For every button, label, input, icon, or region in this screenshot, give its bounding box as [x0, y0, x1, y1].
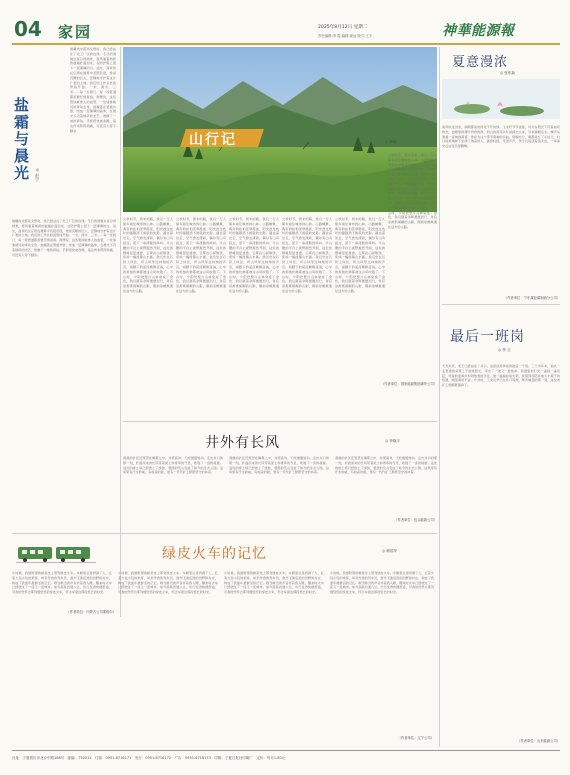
article-lanyun: [442, 308, 560, 748]
page-number: 04: [14, 17, 42, 41]
article-title: 盐霜与晨光: [12, 97, 30, 182]
article-author: ◎ 李晓宇: [385, 439, 401, 443]
article-body: 立秋时节，周末闲暇，我们一行人驱车前往城郊的山林。山路蜿蜒，两旁的松柏苍翠挺拔，阳光透过枝叶的缝隙洒下斑驳的光影。越往高处走，空气愈发清新，偶尔有山鸟掠过，留下一串清脆的鸣叫。半山腰的平台上视野豁然开朗，远处的群峰层层叠叠，云雾在山间缭绕，宛如一幅泼墨山水画。我们坐在石阶上休息，听山风穿过林梢的声音，看脚下的溪流蜿蜒流淌，心中的烦恼仿佛都被这山风吹散了。下山时，夕阳把整片山林染成了金色，我们踏着余晖缓缓而行，背后是渐渐模糊的山影，眼前是蜿蜒通往远方的山路。: [123, 217, 173, 293]
section-divider: [442, 304, 560, 305]
article-body: 立秋时节，周末闲暇，我们一行人驱车前往城郊的山林。山路蜿蜒，两旁的松柏苍翠挺拔，阳光透过枝叶的缝隙洒下斑驳的光影。越往高处走，空气愈发清新，偶尔有山鸟掠过，留下一串清脆的鸣叫。半山腰的平台上视野豁然开朗，远处的群峰层层叠叠，云雾在山间缭绕，宛如一幅泼墨山水画。我们坐在石阶上休息，听山风穿过林梢的声音，看脚下的溪流蜿蜒流淌，心中的烦恼仿佛都被这山风吹散了。下山时，夕阳把整片山林染成了金色，我们踏着余晖缓缓而行，背后是渐渐模糊的山影，眼前是蜿蜒通往远方的山路。: [229, 217, 279, 293]
article-title: 最后一班岗: [450, 329, 525, 345]
article-body: 小时候，我最盼望的就是坐上那列绿皮火车。车厢里总是挤满了人，扛着大包小包的乘客，叫卖零食的列车员，窗外飞速后退的田野和村庄，构成了我童年最鲜活的记忆。哐当哐当的声音伴着我入睡，醒来时火车已经驶过了一座又一座城市。如今高铁四通八达，出行变得快捷舒适，可我依然怀念那列慢悠悠的绿皮火车，怀念车窗边那段悠长的时光。: [224, 571, 324, 595]
article-body: 清晨的矿区还笼罩在薄雾之中，井架高耸，天轮缓缓转动。走出井口的那一刻，扑面而来的长风带着泥土和青草的气息，吹散了一身的疲惫。远处的排土场已经披上了绿装，曾经的荒山变成了如今的生态公园。这风里有汗水的咸，有收获的甜，更有一代代矿工默默坚守的执着。: [229, 456, 329, 475]
article-title: 山行记: [189, 132, 237, 148]
article-changhe: [123, 424, 437, 530]
train-icon: [16, 539, 96, 565]
article-body: 清晨的矿区还笼罩在薄雾之中，井架高耸，天轮缓缓转动。走出井口的那一刻，扑面而来的长风带着泥土和青草的气息，吹散了一身的疲惫。远处的排土场已经披上了绿装，曾经的荒山变成了如今的生态公园。这风里有汗水的咸，有收获的甜，更有一代代矿工默默坚守的执着。: [123, 456, 223, 475]
article-author: ◎ 赵宁: [35, 167, 40, 182]
article-body: 小时候，我最盼望的就是坐上那列绿皮火车。车厢里总是挤满了人，扛着大包小包的乘客，叫卖零食的列车员，窗外飞速后退的田野和村庄，构成了我童年最鲜活的记忆。哐当哐当的声音伴着我入睡，醒来时火车已经驶过了一座又一座城市。如今高铁四通八达，出行变得快捷舒适，可我依然怀念那列慢悠悠的绿皮火车，怀念车窗边那段悠长的时光。: [330, 571, 434, 595]
article-body: 立秋时节，周末闲暇，我们一行人驱车前往城郊的山林。山路蜿蜒，两旁的松柏苍翠挺拔，阳光透过枝叶的缝隙洒下斑驳的光影。越往高处走，空气愈发清新，偶尔有山鸟掠过，留下一串清脆的鸣叫。半山腰的平台上视野豁然开朗，远处的群峰层层叠叠，云雾在山间缭绕，宛如一幅泼墨山水画。我们坐在石阶上休息，听山风穿过林梢的声音，看脚下的溪流蜿蜒流淌，心中的烦恼仿佛都被这山风吹散了。下山时，夕阳把整片山林染成了金色，我们踏着余晖缓缓而行，背后是渐渐模糊的山影，眼前是蜿蜒通往远方的山路。: [388, 153, 437, 229]
article-body: 小时候，我最盼望的就是坐上那列绿皮火车。车厢里总是挤满了人，扛着大包小包的乘客，叫卖零食的列车员，窗外飞速后退的田野和村庄，构成了我童年最鲜活的记忆。哐当哐当的声音伴着我入睡，醒来时火车已经驶过了一座又一座城市。如今高铁四通八达，出行变得快捷舒适，可我依然怀念那列慢悠悠的绿皮火车，怀念车窗边那段悠长的时光。: [12, 571, 112, 595]
lotus-pond-illustration: [442, 79, 560, 119]
train-illustration: [16, 539, 96, 565]
article-body: 立秋时节，周末闲暇，我们一行人驱车前往城郊的山林。山路蜿蜒，两旁的松柏苍翠挺拔，阳光透过枝叶的缝隙洒下斑驳的光影。越往高处走，空气愈发清新，偶尔有山鸟掠过，留下一串清脆的鸣叫。半山腰的平台上视野豁然开朗，远处的群峰层层叠叠，云雾在山间缭绕，宛如一幅泼墨山水画。我们坐在石阶上休息，听山风穿过林梢的声音，看脚下的溪流蜿蜒流淌，心中的烦恼仿佛都被这山风吹散了。下山时，夕阳把整片山林染成了金色，我们踏着余晖缓缓而行，背后是渐渐模糊的山影，眼前是蜿蜒通往远方的山路。: [335, 217, 385, 293]
article-body: 小时候，我最盼望的就是坐上那列绿皮火车。车厢里总是挤满了人，扛着大包小包的乘客，叫卖零食的列车员，窗外飞速后退的田野和村庄，构成了我童年最鲜活的记忆。哐当哐当的声音伴着我入睡，醒来时火车已经驶过了一座又一座城市。如今高铁四通八达，出行变得快捷舒适，可我依然怀念那列慢悠悠的绿皮火车，怀念车窗边那段悠长的时光。: [118, 571, 218, 595]
article-source: （作者单位：内蒙古公司准格尔）: [66, 610, 116, 614]
article-title: 夏意漫浓: [452, 55, 509, 70]
article-title: 井外有长风: [205, 435, 280, 451]
article-source: （作者单位：宁东煤业煤制油分公司）: [503, 296, 560, 300]
article-body: 立秋时节，周末闲暇，我们一行人驱车前往城郊的山林。山路蜿蜒，两旁的松柏苍翠挺拔，阳光透过枝叶的缝隙洒下斑驳的光影。越往高处走，空气愈发清新，偶尔有山鸟掠过，留下一串清脆的鸣叫。半山腰的平台上视野豁然开朗，远处的群峰层层叠叠，云雾在山间缭绕，宛如一幅泼墨山水画。我们坐在石阶上休息，听山风穿过林梢的声音，看脚下的溪流蜿蜒流淌，心中的烦恼仿佛都被这山风吹散了。下山时，夕阳把整片山林染成了金色，我们踏着余晖缓缓而行，背后是渐渐模糊的山影，眼前是蜿蜒通往远方的山路。: [282, 217, 332, 293]
article-title: 绿皮火车的记忆: [162, 546, 267, 562]
header-editors: 责任编辑:李 霞 编辑:姜远 版式:王宇: [318, 34, 373, 38]
article-source: （作者单位：辽宁公司）: [397, 736, 434, 740]
article-shuang: [12, 47, 118, 617]
article-author: ◎ 张东新: [500, 71, 516, 75]
article-shanxing: [123, 123, 437, 419]
article-author: ◎ 李毅: [385, 140, 397, 144]
article-body: 南风吹过田垄，满眼都是浓得化不开的绿。玉米秆节节拔高，叶片在阳光下闪着油亮的光，池塘里的荷叶挤挤挨挨，粉白的荷花从叶间探出头来，引来蜻蜓点水。蝉声从清晨一直响到黄昏，像是为这个季节奏响的序曲。傍晚时分，晚霞染红了半边天，村口的老槐树下坐满了纳凉的人，蒲扇轻摇，笑语声声，孩子们追逐着萤火虫，一串串光点在夜色里飘舞。: [442, 125, 560, 149]
xiayi-illustration: [442, 79, 560, 119]
column-divider: [120, 47, 121, 617]
article-body: 天光未亮，老王已经站在了井口。这是他退休前的最后一个班。三十多年来，他从一名普通的采煤工干到班组长，带出了一批又一批徒弟。巷道里的灯光一盏接一盏亮起，设备的轰鸣声如同熟悉的乐章。他一遍遍检查支架，抚摸那些陪伴他大半辈子的机器，眼里满是不舍。升井时，工友们早已在井口等候，掌声响起的那一刻，这位老矿工的眼眶湿润了。: [442, 364, 560, 388]
article-source: （作者单位：国家能源集团神华公司）: [380, 382, 437, 386]
header-date: 2025年8月12日 星期二: [318, 25, 368, 30]
section-divider: [12, 533, 437, 534]
article-huoche: [12, 537, 437, 747]
article-source: （作者单位：包头能源公司）: [394, 518, 437, 522]
article-body: 晨曦尚未照亮戈壁时，我已经站在了化工厂区的边缘。冬日的清晨总是冷得刺骨，寒风裹着细碎的盐霜扑面而来，在防护服上留下一层薄薄的白。远处，高耸的反应塔在晨雾中若隐若现，像是沉睡的巨人，安静地守护着这片广袤的土地。我们的工作从检查管线开始。一米、两米、三米……每一处阀门、每一段管道都需要仔细查看。师傅说，这些管线就像人的血管，一处堵塞就可能牵动全身。盐霜落在管道外壁，结成一层薄薄的晶体，在晨光下闪着细碎的光芒，像撒了一地的碎钻。手套很快被冻硬，指尖传来阵阵刺痛，可没有人停下脚步。: [70, 47, 116, 133]
article-source: （作者单位：山东能源公司）: [517, 739, 560, 743]
article-body: 清晨的矿区还笼罩在薄雾之中，井架高耸，天轮缓缓转动。走出井口的那一刻，扑面而来的长风带着泥土和青草的气息，吹散了一身的疲惫。远处的排土场已经披上了绿装，曾经的荒山变成了如今的生态公园。这风里有汗水的咸，有收获的甜，更有一代代矿工默默坚守的执着。: [335, 456, 437, 475]
section-title: 家园: [58, 23, 93, 41]
footer-rule: [12, 750, 560, 751]
article-xiayi: [442, 47, 560, 302]
column-divider: [439, 47, 440, 747]
footer-info: 社址：宁夏银川市北京中路168号 邮编：750011 订阅：0951-6716171 发行：0951-6716172 广告：0951-6716173 印刷：宁夏日报社印刷厂 定价：每月1.50元: [12, 756, 286, 760]
article-author: ◎ 李 文: [498, 348, 511, 352]
article-body: 晨曦尚未照亮戈壁时，我已经站在了化工厂区的边缘。冬日的清晨总是冷得刺骨，寒风裹着细碎的盐霜扑面而来，在防护服上留下一层薄薄的白。远处，高耸的反应塔在晨雾中若隐若现，像是沉睡的巨人，安静地守护着这片广袤的土地。我们的工作从检查管线开始。一米、两米、三米……每一处阀门、每一段管道都需要仔细查看。师傅说，这些管线就像人的血管，一处堵塞就可能牵动全身。盐霜落在管道外壁，结成一层薄薄的晶体，在晨光下闪着细碎的光芒，像撒了一地的碎钻。手套很快被冻硬，指尖传来阵阵刺痛，可没有人停下脚步。: [12, 219, 116, 257]
section-divider: [123, 421, 437, 422]
masthead-logo: 神華能源報: [442, 23, 515, 39]
header-rule: [12, 43, 560, 45]
article-body: 立秋时节，周末闲暇，我们一行人驱车前往城郊的山林。山路蜿蜒，两旁的松柏苍翠挺拔，阳光透过枝叶的缝隙洒下斑驳的光影。越往高处走，空气愈发清新，偶尔有山鸟掠过，留下一串清脆的鸣叫。半山腰的平台上视野豁然开朗，远处的群峰层层叠叠，云雾在山间缭绕，宛如一幅泼墨山水画。我们坐在石阶上休息，听山风穿过林梢的声音，看脚下的溪流蜿蜒流淌，心中的烦恼仿佛都被这山风吹散了。下山时，夕阳把整片山林染成了金色，我们踏着余晖缓缓而行，背后是渐渐模糊的山影，眼前是蜿蜒通往远方的山路。: [176, 217, 226, 293]
article-author: ◎ 韩国华: [382, 549, 398, 553]
